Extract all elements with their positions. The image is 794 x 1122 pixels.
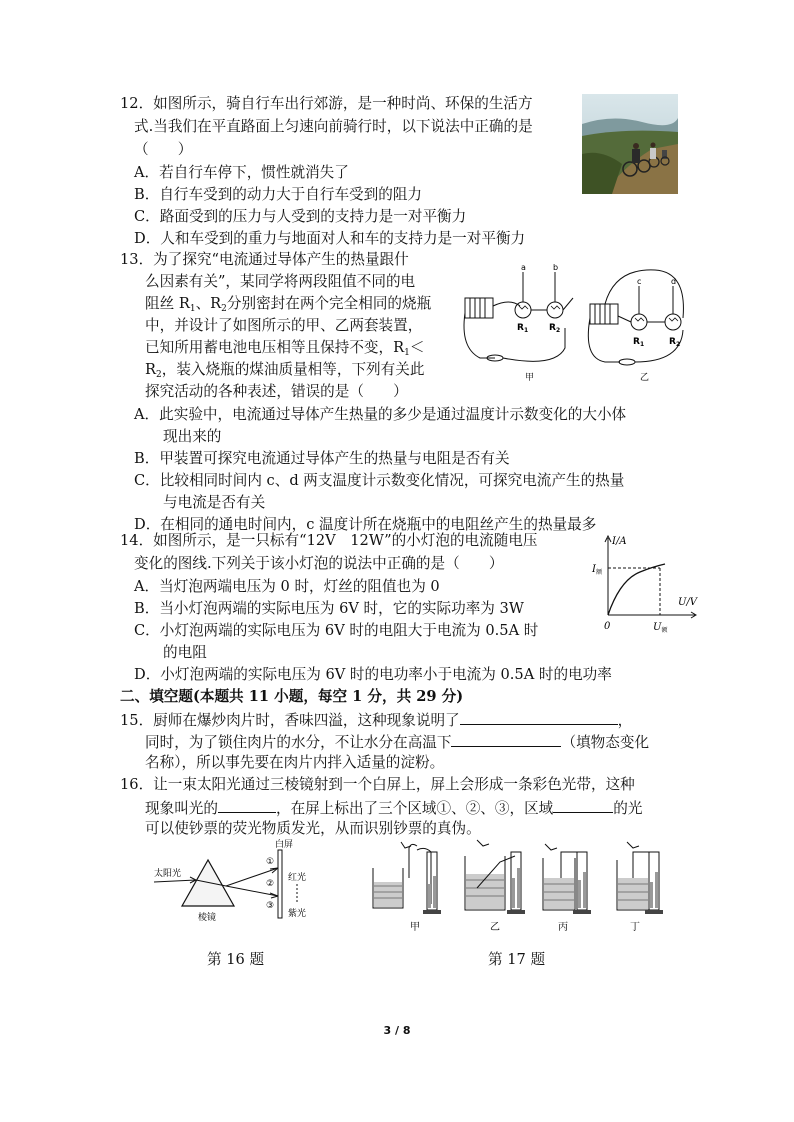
q12-stem-line2: 式.当我们在平直路面上匀速向前骑行时，以下说法中正确的是	[134, 118, 533, 135]
white-screen-label: 白屏	[275, 840, 294, 850]
beaker-jia-label: 甲	[410, 922, 420, 933]
prism-dispersion-figure	[150, 838, 320, 928]
q15-line3: 名称），所以事先要在肉片内拌入适量的淀粉。	[145, 754, 445, 771]
q12-option-b: B．自行车受到的动力大于自行车受到的阻力	[134, 186, 423, 203]
q13-option-a-line1: A．此实验中，电流通过导体产生热量的多少是通过温度计示数变化的大小体	[134, 406, 627, 423]
q16-blank-2[interactable]	[553, 796, 613, 813]
prism-label: 棱镜	[198, 913, 217, 923]
q12-option-d: D．人和车受到的重力与地面对人和车的支持力是一对平衡力	[134, 230, 526, 247]
graph-origin-label: 0	[604, 621, 611, 632]
q13-option-b: B．甲装置可探究电流通过导体产生的热量与电阻是否有关	[134, 450, 510, 467]
figure-17-caption: 第 17 题	[488, 951, 546, 968]
q14-option-d: D．小灯泡两端的实际电压为 6V 时的电功率小于电流为 0.5A 时的电功率	[134, 666, 612, 683]
q16-line1: 16．让一束太阳光通过三棱镜射到一个白屏上，屏上会形成一条彩色光带，这种	[120, 776, 635, 793]
q16-line3: 可以使钞票的荧光物质发光，从而识别钞票的真伪。	[145, 820, 481, 837]
yi-label: 乙	[640, 373, 650, 383]
beaker-yi-label: 乙	[490, 922, 500, 933]
q14-option-a: A．当灯泡两端电压为 0 时，灯丝的阻值也为 0	[134, 578, 440, 595]
q13-stem-line6: $R_2$，装入烧瓶的煤油质量相等，下列有关此	[145, 361, 425, 380]
q13-option-d: D．在相同的通电时间内，c 温度计所在烧瓶中的电阻丝产生的热量最多	[134, 516, 597, 533]
q13-stem-line7: 探究活动的各种表述，错误的是（ ）	[145, 383, 408, 400]
q14-stem-line1: 14．如图所示，是一只标有“12V 12W”的小灯泡的电流随电压	[120, 532, 538, 549]
jia-r1-label: $R_1$	[517, 323, 529, 334]
q13-option-c-line2: 与电流是否有关	[163, 494, 266, 511]
q16-line2: 现象叫光的 ，在屏上标出了三个区域①、②、③，区域 的光	[145, 796, 642, 820]
q12-paren: （ ）	[134, 141, 193, 158]
q15-line1: 15．厨师在爆炒肉片时，香味四溢，这种现象说明了 ，	[120, 708, 632, 732]
region-1-label: ①	[266, 857, 275, 867]
beaker-ding-label: 丁	[630, 922, 640, 933]
sunlight-label: 太阳光	[154, 869, 182, 879]
q12-stem-line1: 12．如图所示，骑自行车出行郊游，是一种时尚、环保的生活方	[120, 95, 533, 112]
page-number: 3 / 8	[383, 1024, 411, 1037]
jia-r2-label: $R_2$	[549, 323, 561, 334]
q12-option-c: C．路面受到的压力与人受到的支持力是一对平衡力	[134, 208, 467, 225]
graph-x-axis-label: U/V	[678, 597, 698, 608]
q13-stem-line3: 阻丝 $R_1$、$R_2$分别密封在两个完全相同的烧瓶	[145, 295, 432, 314]
graph-rated-voltage-label: $U_额$	[653, 622, 668, 634]
region-2-label: ②	[266, 879, 275, 889]
q13-stem-line5: 已知所用蓄电池电压相等且保持不变，$R_1<$	[145, 339, 425, 358]
q14-option-b: B．当小灯泡两端的实际电压为 6V 时，它的实际功率为 3W	[134, 600, 524, 617]
thermometer-a-label: a	[521, 263, 526, 272]
pressure-gauge-beakers-figure	[365, 838, 665, 934]
q13-stem-line4: 中，并设计了如图所示的甲、乙两套装置，	[145, 317, 423, 334]
thermometer-d-label: d	[671, 277, 677, 286]
q16-blank-1[interactable]	[218, 796, 276, 813]
yi-r1-label: $R_1$	[633, 337, 645, 348]
thermometer-b-label: b	[553, 263, 559, 272]
q15-line2: 同时，为了锁住肉片的水分，不让水分在高温下 （填物态变化	[145, 730, 649, 754]
red-light-label: 红光	[288, 873, 307, 883]
section-heading: 二、填空题(本题共 11 小题，每空 1 分，共 29 分)	[120, 688, 464, 705]
yi-r2-label: $R_2$	[669, 337, 681, 348]
q13-stem-line1: 13．为了探究“电流通过导体产生的热量跟什	[120, 251, 409, 268]
q13-option-a-line2: 现出来的	[163, 428, 222, 445]
heating-experiment-circuit-figure	[455, 258, 690, 388]
graph-y-axis-label: I/A	[612, 536, 627, 547]
q12-option-a: A．若自行车停下，惯性就消失了	[134, 164, 349, 181]
q15-blank-2[interactable]	[451, 730, 561, 747]
cyclists-photo	[582, 94, 678, 194]
q13-option-c-line1: C．比较相同时间内 c、d 两支温度计示数变化情况，可探究电流产生的热量	[134, 472, 625, 489]
graph-rated-current-label: $I_额$	[592, 564, 602, 576]
thermometer-c-label: c	[637, 277, 642, 286]
figure-16-caption: 第 16 题	[207, 951, 265, 968]
current-voltage-graph	[590, 530, 700, 640]
q15-blank-1[interactable]	[460, 708, 618, 725]
region-3-label: ③	[266, 901, 275, 911]
jia-label: 甲	[525, 373, 535, 383]
violet-light-label: 紫光	[288, 909, 307, 919]
q13-stem-line2: 么因素有关”，某同学将两段阻值不同的电	[145, 273, 416, 290]
q14-option-c-line2: 的电阻	[163, 644, 207, 661]
q14-stem-line2: 变化的图线.下列关于该小灯泡的说法中正确的是（ ）	[134, 555, 504, 572]
beaker-bing-label: 丙	[558, 922, 568, 933]
q14-option-c-line1: C．小灯泡两端的实际电压为 6V 时的电阻大于电流为 0.5A 时	[134, 622, 539, 639]
